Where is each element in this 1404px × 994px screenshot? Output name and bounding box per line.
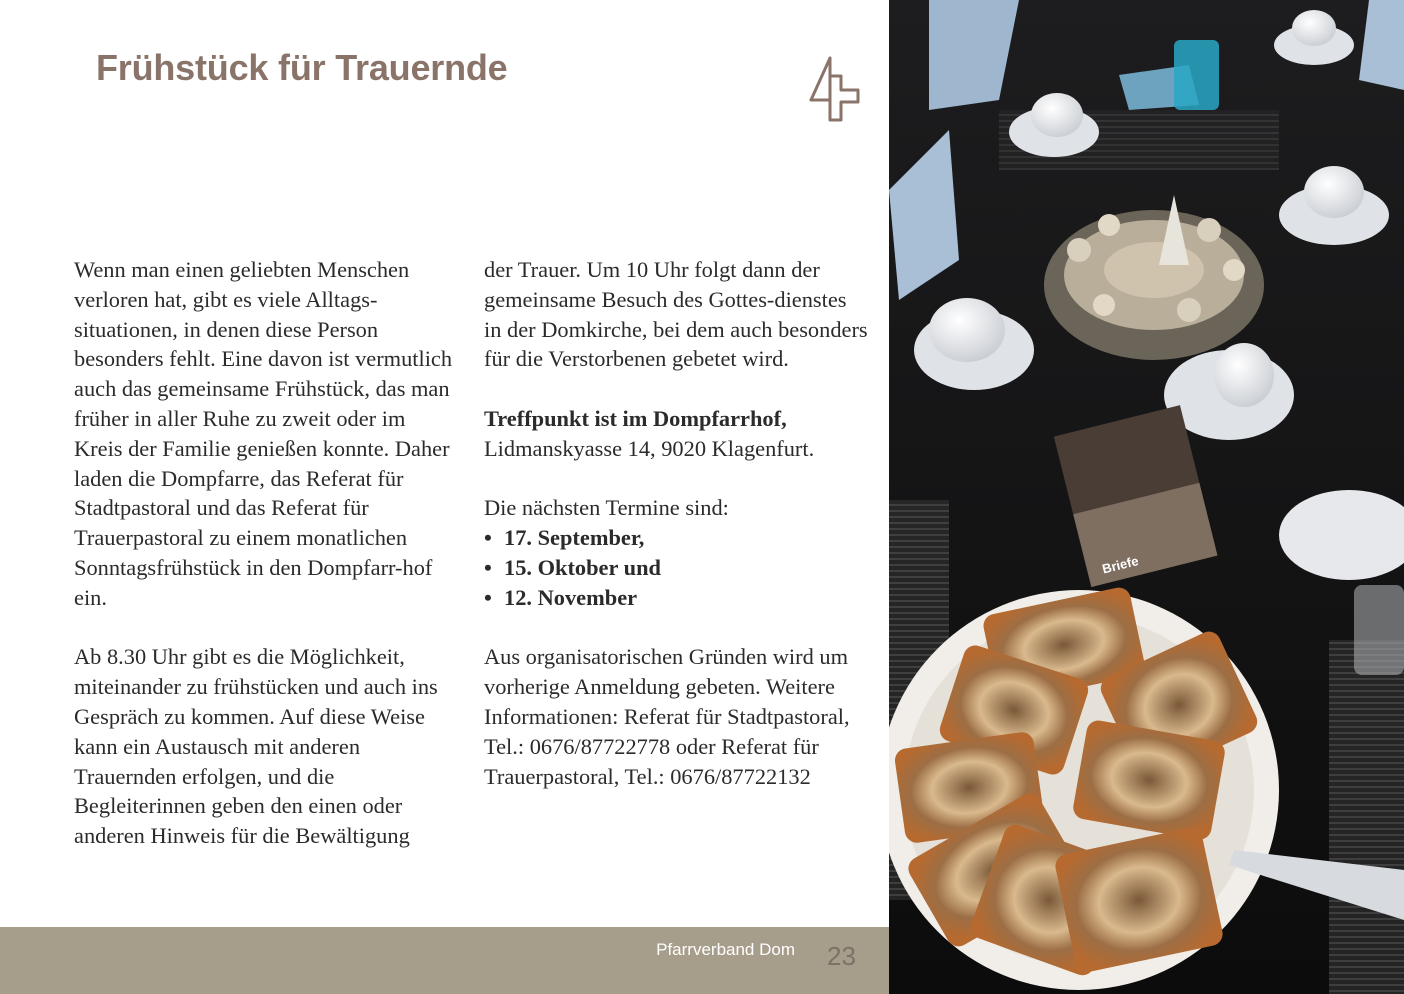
meeting-point-label: Treffpunkt ist im Dompfarrhof,: [484, 405, 787, 431]
nut-roll-plate-icon: [889, 585, 1279, 990]
intro-paragraph: Wenn man einen geliebten Menschen verloren hat, gibt es viele Alltags-situationen, in denen diese Person besonders fehlt. Eine davon ist vermutlich auch das gemeinsame Frühstück, das man früher in aller Ruhe zu zweit oder im Kreis der Familie genießen konnte. Daher laden die Dompfarre, das Referat für Stadtpastoral und das Referat für Trauerpastoral zu einem monatlichen Sonntagsfrühstück in den Dompfarr-hof ein.: [74, 257, 453, 610]
page-title: Frühstück für Trauernde: [96, 47, 508, 88]
dates-intro: Die nächsten Termine sind:: [484, 495, 729, 521]
date-item: • 12. November: [484, 583, 868, 613]
footer-publisher: Pfarrverband Dom: [656, 940, 795, 959]
glass-icon: [1174, 40, 1219, 110]
breakfast-table-photo: [889, 0, 1404, 994]
meeting-point: [484, 404, 868, 464]
meeting-address: Lidmanskyasse 14, 9020 Klagenfurt.: [484, 435, 815, 461]
date-item: • 17. September,: [484, 523, 868, 553]
glass-icon: [1354, 585, 1404, 675]
number-four-cross-logo: [808, 52, 862, 124]
dates-list: [484, 523, 868, 612]
left-text-column: [74, 255, 458, 851]
breakfast-table-illustration: [889, 0, 1404, 994]
continuation-paragraph: der Trauer. Um 10 Uhr folgt dann der gemeinsame Besuch des Gottes-dienstes in der Domkirche, bei dem auch besonders für die Verstorbenen gebetet wird.: [484, 257, 868, 372]
brochure-label: Briefe: [1100, 553, 1140, 577]
contact-paragraph: Aus organisatorischen Gründen wird um vorherige Anmeldung gebeten. Weitere Informationen: Referat für Stadtpastoral, Tel.: 0676/87722778 oder Referat für Trauerpastoral, Tel.: 0676/87722132: [484, 644, 850, 789]
page-number: 23: [827, 941, 856, 971]
date-item: • 15. Oktober und: [484, 553, 868, 583]
right-text-column: [484, 255, 868, 791]
page-footer: [0, 927, 889, 994]
schedule-paragraph: Ab 8.30 Uhr gibt es die Möglichkeit, miteinander zu frühstücken und auch ins Gespräch zu kommen. Auf diese Weise kann ein Austausch mit anderen Trauernden erfolgen, und die Begleiterinnen geben den einen oder anderen Hinweis für die Bewältigung: [74, 644, 438, 849]
